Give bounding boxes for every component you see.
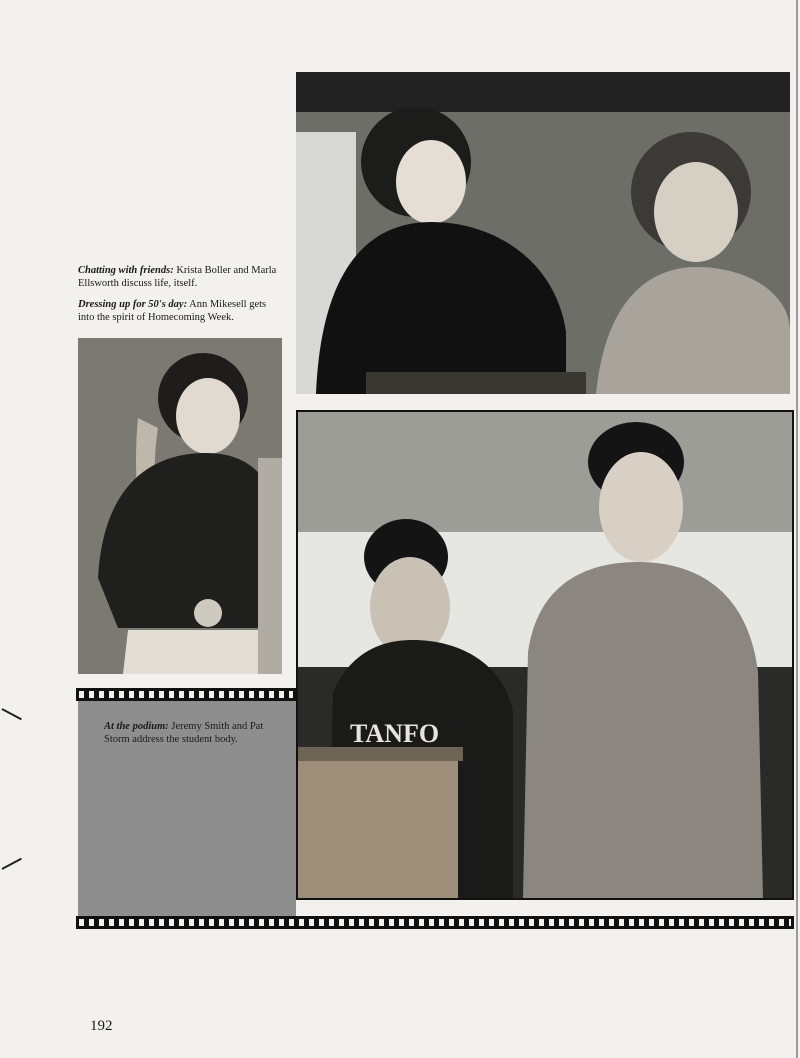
film-strip-bottom (76, 916, 794, 929)
caption-podium-lead: At the podium: (104, 721, 169, 732)
margin-mark (2, 858, 22, 870)
film-strip-holes (79, 919, 791, 926)
photo-dressing-up (78, 338, 282, 674)
margin-mark (2, 708, 22, 720)
photo-podium (296, 410, 794, 900)
caption-dressing (78, 298, 282, 324)
photo-chatting-friends (296, 72, 790, 394)
film-strip-top (76, 688, 296, 701)
caption-dressing-text: Ann Mikesell gets into the spirit of Homecoming Week. (78, 299, 267, 323)
film-strip-holes (79, 691, 293, 698)
caption-dressing-lead: Dressing up for 50's day: (78, 299, 188, 310)
caption-chatting (78, 264, 282, 290)
caption-podium (104, 720, 284, 746)
caption-chatting-lead: Chatting with friends: (78, 265, 174, 276)
page-number: 192 (90, 1018, 113, 1034)
caption-podium-text: Jeremy Smith and Pat Storm address the student body. (104, 721, 264, 745)
caption-chatting-text: Krista Boller and Marla Ellsworth discuss life, itself. (78, 265, 277, 289)
page-edge (796, 0, 798, 1058)
sweatshirt-text: TANFO (350, 719, 440, 748)
